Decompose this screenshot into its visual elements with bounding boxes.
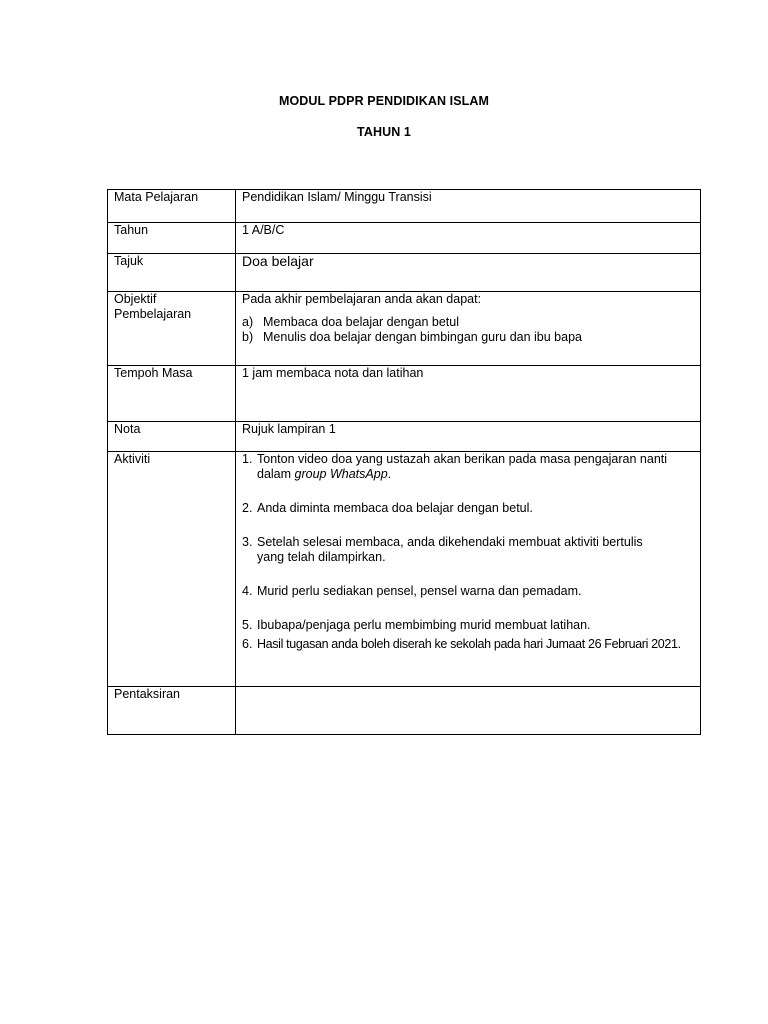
row-value-tahun: 1 A/B/C xyxy=(236,223,701,254)
list-item-text xyxy=(257,452,694,482)
list-item-text xyxy=(257,535,643,565)
activity-text-line1: Setelah selesai membaca, anda dikehendaki membuat aktiviti bertulis xyxy=(257,535,643,549)
document-title: MODUL PDPR PENDIDIKAN ISLAM xyxy=(278,94,490,108)
row-label-tempoh-masa: Tempoh Masa xyxy=(108,366,236,422)
list-marker: a) xyxy=(242,315,254,329)
list-item-text: Hasil tugasan anda boleh diserah ke sekolah pada hari Jumaat 26 Februari 2021. xyxy=(257,637,681,651)
list-item-text: Menulis doa belajar dengan bimbingan guru dan ibu bapa xyxy=(263,330,582,344)
row-value-mata-pelajaran: Pendidikan Islam/ Minggu Transisi xyxy=(236,190,701,223)
row-value-objektif xyxy=(236,292,701,366)
row-label-tajuk: Tajuk xyxy=(108,254,236,292)
row-value-nota: Rujuk lampiran 1 xyxy=(236,422,701,452)
row-value-tajuk xyxy=(236,254,701,292)
table-row xyxy=(108,366,701,422)
row-value-pentaksiran xyxy=(236,687,701,735)
row-value-aktiviti xyxy=(236,452,701,687)
table-row xyxy=(108,687,701,735)
aktiviti-list xyxy=(242,452,694,652)
table-row xyxy=(108,452,701,687)
list-item-text: Murid perlu sediakan pensel, pensel warna dan pemadam. xyxy=(257,584,582,598)
document-subtitle-year: TAHUN 1 xyxy=(357,125,411,139)
list-item-text: Ibubapa/penjaga perlu membimbing murid membuat latihan. xyxy=(257,618,591,632)
tajuk-text: Doa belajar xyxy=(242,253,314,269)
list-marker: 5. xyxy=(242,618,253,632)
activity-text-end: . xyxy=(387,467,392,481)
row-label-objektif xyxy=(108,292,236,366)
list-marker: b) xyxy=(242,330,254,344)
activity-text-line2: yang telah dilampirkan. xyxy=(257,550,386,564)
list-marker: 4. xyxy=(242,584,253,598)
table-row xyxy=(108,254,701,292)
row-label-aktiviti: Aktiviti xyxy=(108,452,236,687)
list-item xyxy=(242,330,694,345)
list-item xyxy=(242,452,694,482)
objektif-label-line2: Pembelajaran xyxy=(114,307,192,321)
list-marker: 6. xyxy=(242,637,253,651)
list-item xyxy=(242,501,694,516)
table-row xyxy=(108,190,701,223)
row-value-tempoh-masa: 1 jam membaca nota dan latihan xyxy=(236,366,701,422)
list-marker: 2. xyxy=(242,501,253,515)
objektif-label-line1: Objektif xyxy=(114,292,157,306)
row-label-tahun: Tahun xyxy=(108,223,236,254)
activity-text-italic: group WhatsApp xyxy=(294,467,388,481)
table-row xyxy=(108,223,701,254)
list-item xyxy=(242,315,694,330)
list-item xyxy=(242,618,694,633)
list-item xyxy=(242,637,694,652)
row-label-nota: Nota xyxy=(108,422,236,452)
list-marker: 3. xyxy=(242,535,253,549)
objektif-intro: Pada akhir pembelajaran anda akan dapat: xyxy=(242,292,482,306)
module-table xyxy=(107,189,701,735)
list-item xyxy=(242,584,694,599)
activity-text: Tonton video doa yang ustazah akan berikan pada masa pengajaran nanti dalam xyxy=(257,452,668,481)
table-row xyxy=(108,422,701,452)
list-item-text: Anda diminta membaca doa belajar dengan betul. xyxy=(257,501,533,515)
list-marker: 1. xyxy=(242,452,253,466)
row-label-pentaksiran: Pentaksiran xyxy=(108,687,236,735)
row-label-mata-pelajaran: Mata Pelajaran xyxy=(108,190,236,223)
list-item-text: Membaca doa belajar dengan betul xyxy=(263,315,459,329)
list-item xyxy=(242,535,694,565)
table-row xyxy=(108,292,701,366)
objektif-list xyxy=(242,315,694,345)
